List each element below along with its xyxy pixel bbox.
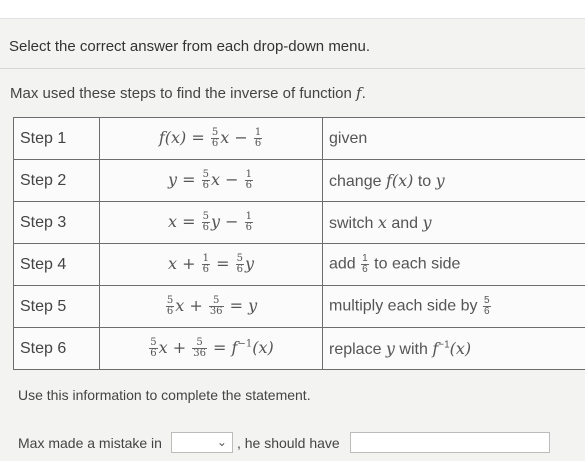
eq-part: x +: [168, 254, 201, 273]
frac-den: 6: [202, 264, 209, 275]
intro-fn: f: [356, 84, 362, 102]
fraction: [245, 212, 253, 233]
step-note: [323, 160, 585, 202]
fraction: [209, 296, 224, 317]
statement-part1: Max made a mistake in: [18, 434, 162, 451]
step-equation: [100, 118, 323, 160]
intro-prefix: Max used these steps to find the inverse of function: [10, 85, 357, 102]
frac-num: 5: [166, 295, 174, 306]
fraction: [361, 254, 369, 275]
frac-num: 5: [150, 337, 157, 348]
frac-den: 6: [483, 306, 490, 317]
instruction-text: Select the correct answer from each drop-down menu.: [9, 38, 371, 55]
note-var: y: [385, 338, 395, 358]
frac-den: 36: [193, 348, 206, 359]
eq-part: y =: [168, 170, 201, 189]
frac-den: 6: [202, 222, 209, 233]
step-note: [323, 328, 585, 370]
frac-den: 6: [245, 222, 252, 233]
note-text: with: [394, 340, 433, 358]
frac-num: 1: [202, 253, 209, 264]
frac-num: 1: [245, 211, 252, 222]
table-row: [14, 286, 585, 328]
step-note: [323, 244, 585, 286]
eq-part: x =: [168, 212, 201, 231]
eq-part: x +: [158, 338, 192, 357]
use-info-text: Use this information to complete the statement.: [18, 387, 311, 403]
table-row: [14, 118, 585, 160]
frac-num: 5: [202, 211, 209, 222]
fraction: [202, 254, 210, 275]
table-row: [14, 244, 585, 286]
steps-table: [13, 117, 585, 370]
frac-den: 6: [236, 264, 243, 275]
frac-num: 5: [192, 338, 207, 349]
eq-part: x −: [211, 170, 244, 189]
intro-text: [10, 84, 366, 102]
fraction: [236, 254, 244, 275]
step-label: Step 2: [14, 160, 100, 202]
step-label: Step 3: [14, 202, 100, 244]
eq-part: x +: [175, 296, 208, 315]
step-equation: [100, 202, 323, 244]
eq-part: = f: [207, 338, 238, 357]
fraction: [245, 170, 253, 191]
frac-den: 6: [166, 306, 174, 317]
eq-part: = y: [224, 296, 258, 315]
frac-den: 6: [362, 264, 368, 275]
step-label: Step 5: [14, 286, 100, 328]
note-var: y: [435, 170, 445, 190]
step-note: [323, 118, 585, 160]
note-arg: (x): [449, 338, 472, 358]
fraction: [202, 212, 210, 233]
fraction: [211, 128, 219, 149]
frac-num: 5: [236, 253, 243, 264]
note-text: to each side: [369, 255, 461, 273]
frac-num: 1: [245, 169, 252, 180]
note-text: to: [413, 172, 436, 190]
note-var: y: [422, 212, 432, 232]
step-equation: [100, 244, 323, 286]
step-note: [323, 202, 585, 244]
top-strip: [0, 0, 585, 19]
table-row: [14, 202, 585, 244]
step-equation: [100, 328, 323, 370]
fraction: [149, 338, 157, 359]
step-equation: [100, 160, 323, 202]
note-var: x: [377, 212, 387, 232]
note-text: switch: [329, 214, 378, 232]
frac-den: 6: [150, 348, 157, 359]
fraction: [192, 338, 207, 359]
fraction: [254, 128, 262, 149]
frac-num: 1: [362, 253, 368, 264]
statement-part2: , he should have: [236, 434, 340, 451]
eq-part: =: [210, 254, 235, 273]
table-row: [14, 160, 585, 202]
note-text: change: [329, 172, 386, 190]
frac-num: 5: [483, 295, 490, 306]
note-fn: f: [432, 338, 439, 358]
table-row: [14, 328, 585, 370]
step-label: Step 4: [14, 244, 100, 286]
step-equation: [100, 286, 323, 328]
intro-suffix: .: [361, 85, 366, 102]
frac-den: 6: [202, 180, 209, 191]
note-text: and: [386, 214, 423, 232]
frac-den: 6: [254, 138, 262, 149]
eq-part: y −: [210, 212, 244, 231]
chevron-down-icon: ⌄: [216, 435, 227, 449]
step-label: Step 1: [14, 118, 100, 160]
frac-num: 5: [202, 169, 209, 180]
frac-num: 5: [209, 296, 224, 307]
frac-den: 6: [245, 180, 252, 191]
eq-part: x −: [220, 128, 253, 147]
fraction: [202, 170, 210, 191]
eq-part: f(x) =: [158, 128, 210, 147]
statement: [18, 432, 550, 453]
frac-num: 1: [254, 127, 262, 138]
frac-den: 36: [209, 306, 223, 317]
note-text: add: [329, 255, 361, 273]
note-text: multiply each side by: [329, 297, 482, 315]
correction-dropdown[interactable]: [350, 432, 550, 453]
fraction: [166, 296, 174, 317]
note-superscript: −1: [438, 339, 450, 351]
note-text: replace: [329, 340, 386, 358]
divider: [0, 68, 585, 69]
fraction: [483, 296, 491, 317]
frac-den: 6: [211, 138, 219, 149]
eq-part: y: [244, 254, 254, 273]
frac-num: 5: [211, 127, 219, 138]
note-text: given: [329, 129, 368, 147]
mistake-step-dropdown[interactable]: [171, 432, 233, 453]
eq-part: (x): [252, 338, 274, 357]
eq-superscript: −1: [237, 338, 253, 350]
step-note: [323, 286, 585, 328]
step-label: Step 6: [14, 328, 100, 370]
note-fx: f(x): [385, 170, 414, 190]
